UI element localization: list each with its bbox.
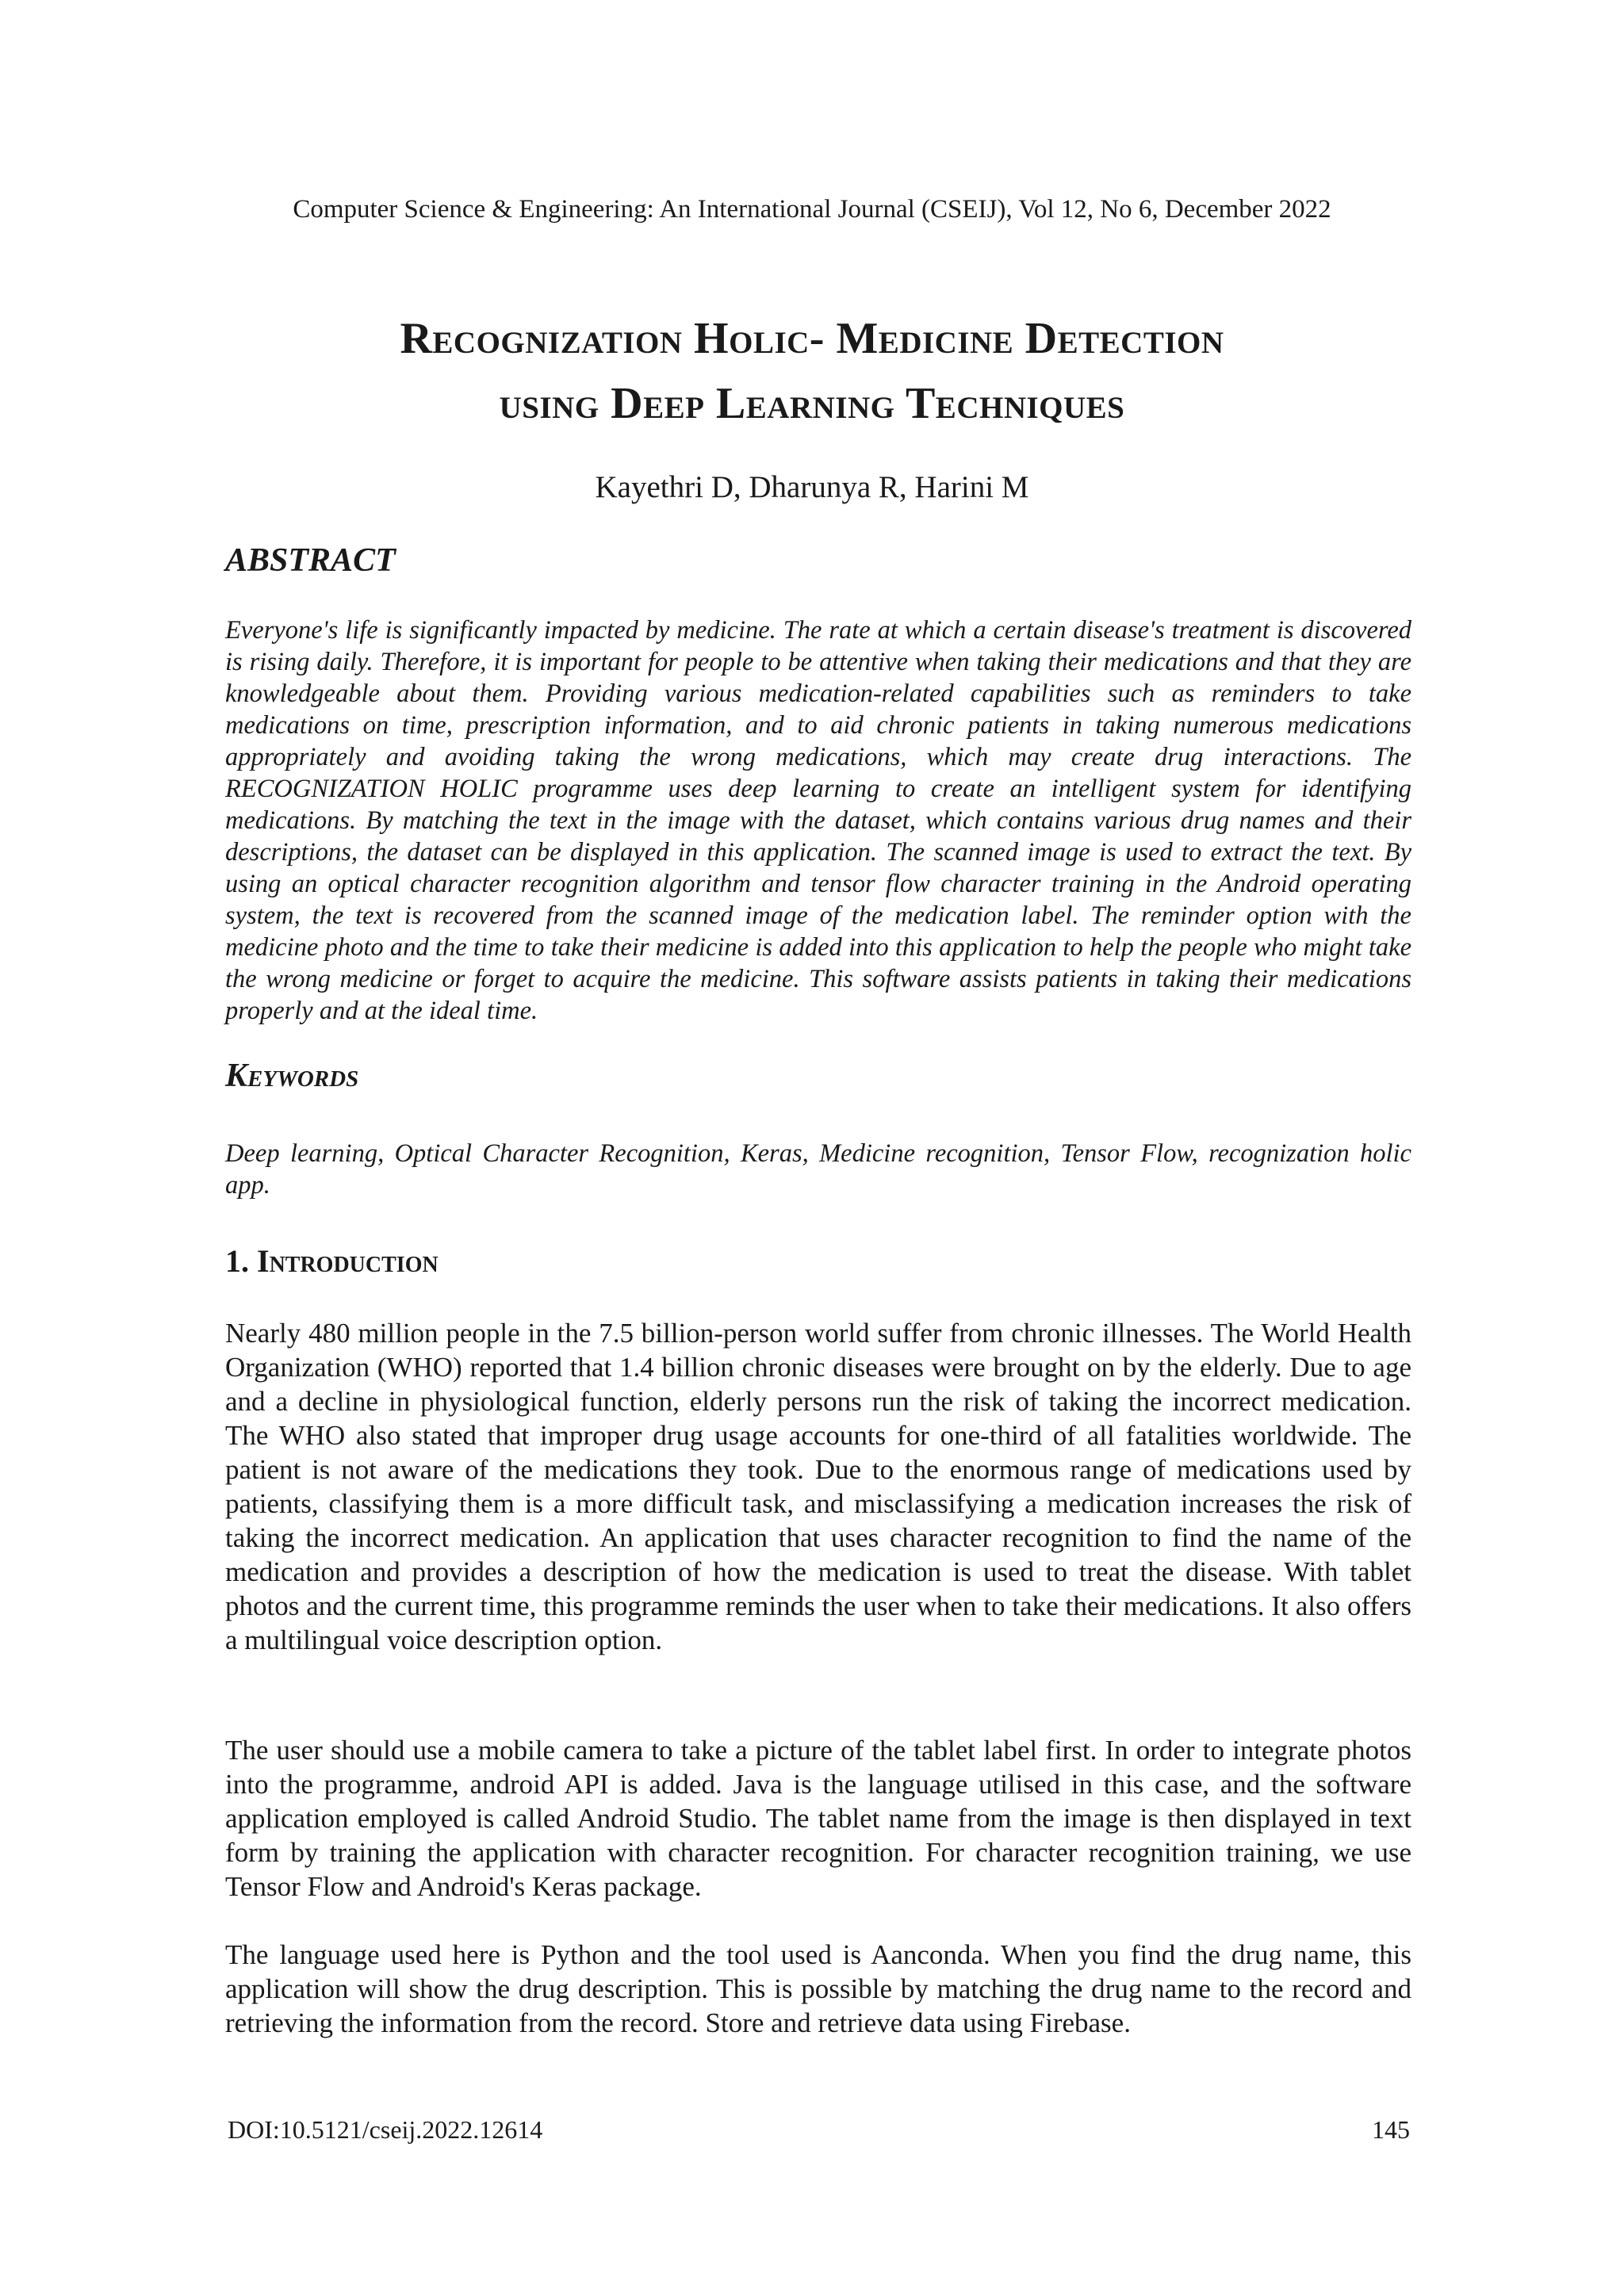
introduction-heading: 1. Introduction: [225, 1243, 439, 1279]
paper-title: [127, 306, 1497, 436]
intro-paragraph-3: The language used here is Python and the tool used is Aanconda. When you find the drug name, this application will show the drug description. This is possible by matching the drug name to the record and retrieving the information from the record. Store and retrieve data using Firebase.: [225, 1939, 1411, 2038]
paper-title-line-1: Recognization Holic- Medicine Detection: [400, 314, 1224, 363]
doi-footer: DOI:10.5121/cseij.2022.12614: [228, 2115, 543, 2144]
page-number: 145: [1372, 2115, 1410, 2144]
paper-title-line-2: using Deep Learning Techniques: [499, 379, 1125, 428]
abstract-heading: ABSTRACT: [225, 542, 396, 579]
author-list: Kayethri D, Dharunya R, Harini M: [595, 470, 1029, 504]
intro-paragraph-2: The user should use a mobile camera to take a picture of the tablet label first. In order to integrate photos into the programme, android API is added. Java is the language utilised in this case, and the software application employed is called Android Studio. The tablet name from the image is then displayed in text form by training the application with character recognition. For character recognition training, we use Tensor Flow and Android's Keras package.: [225, 1735, 1411, 1902]
keywords-heading: Keywords: [225, 1058, 359, 1094]
intro-paragraph-1: Nearly 480 million people in the 7.5 billion-person world suffer from chronic illnesses. The World Health Organization (WHO) reported that 1.4 billion chronic diseases were brought on by the elderly. Due to age and a decline in physiological function, elderly persons run the risk of taking the incorrect medication. The WHO also stated that improper drug usage accounts for one-third of all fatalities worldwide. The patient is not aware of the medications they took. Due to the enormous range of medications used by patients, classifying them is a more difficult task, and misclassifying a medication increases the risk of taking the incorrect medication. An application that uses character recognition to find the name of the medication and provides a description of how the medication is used to treat the disease. With tablet photos and the current time, this programme reminds the user when to take their medications. It also offers a multilingual voice description option.: [225, 1318, 1411, 1655]
running-head: Computer Science & Engineering: An International Journal (CSEIJ), Vol 12, No 6, December 2022: [293, 195, 1331, 224]
keywords-text: Deep learning, Optical Character Recognition, Keras, Medicine recognition, Tensor Flow, recognization holic app.: [225, 1139, 1411, 1200]
abstract-text: Everyone's life is significantly impacted by medicine. The rate at which a certain disease's treatment is discovered is rising daily. Therefore, it is important for people to be attentive when taking their medications and that they are knowledgeable about them. Providing various medication-related capabilities such as reminders to take medications on time, prescription information, and to aid chronic patients in taking numerous medications appropriately and avoiding taking the wrong medications, which may create drug interactions. The RECOGNIZATION HOLIC programme uses deep learning to create an intelligent system for identifying medications. By matching the text in the image with the dataset, which contains various drug names and their descriptions, the dataset can be displayed in this application. The scanned image is used to extract the text. By using an optical character recognition algorithm and tensor flow character training in the Android operating system, the text is recovered from the scanned image of the medication label. The reminder option with the medicine photo and the time to take their medicine is added into this application to help the people who might take the wrong medicine or forget to acquire the medicine. This software assists patients in taking their medications properly and at the ideal time.: [225, 616, 1411, 1025]
